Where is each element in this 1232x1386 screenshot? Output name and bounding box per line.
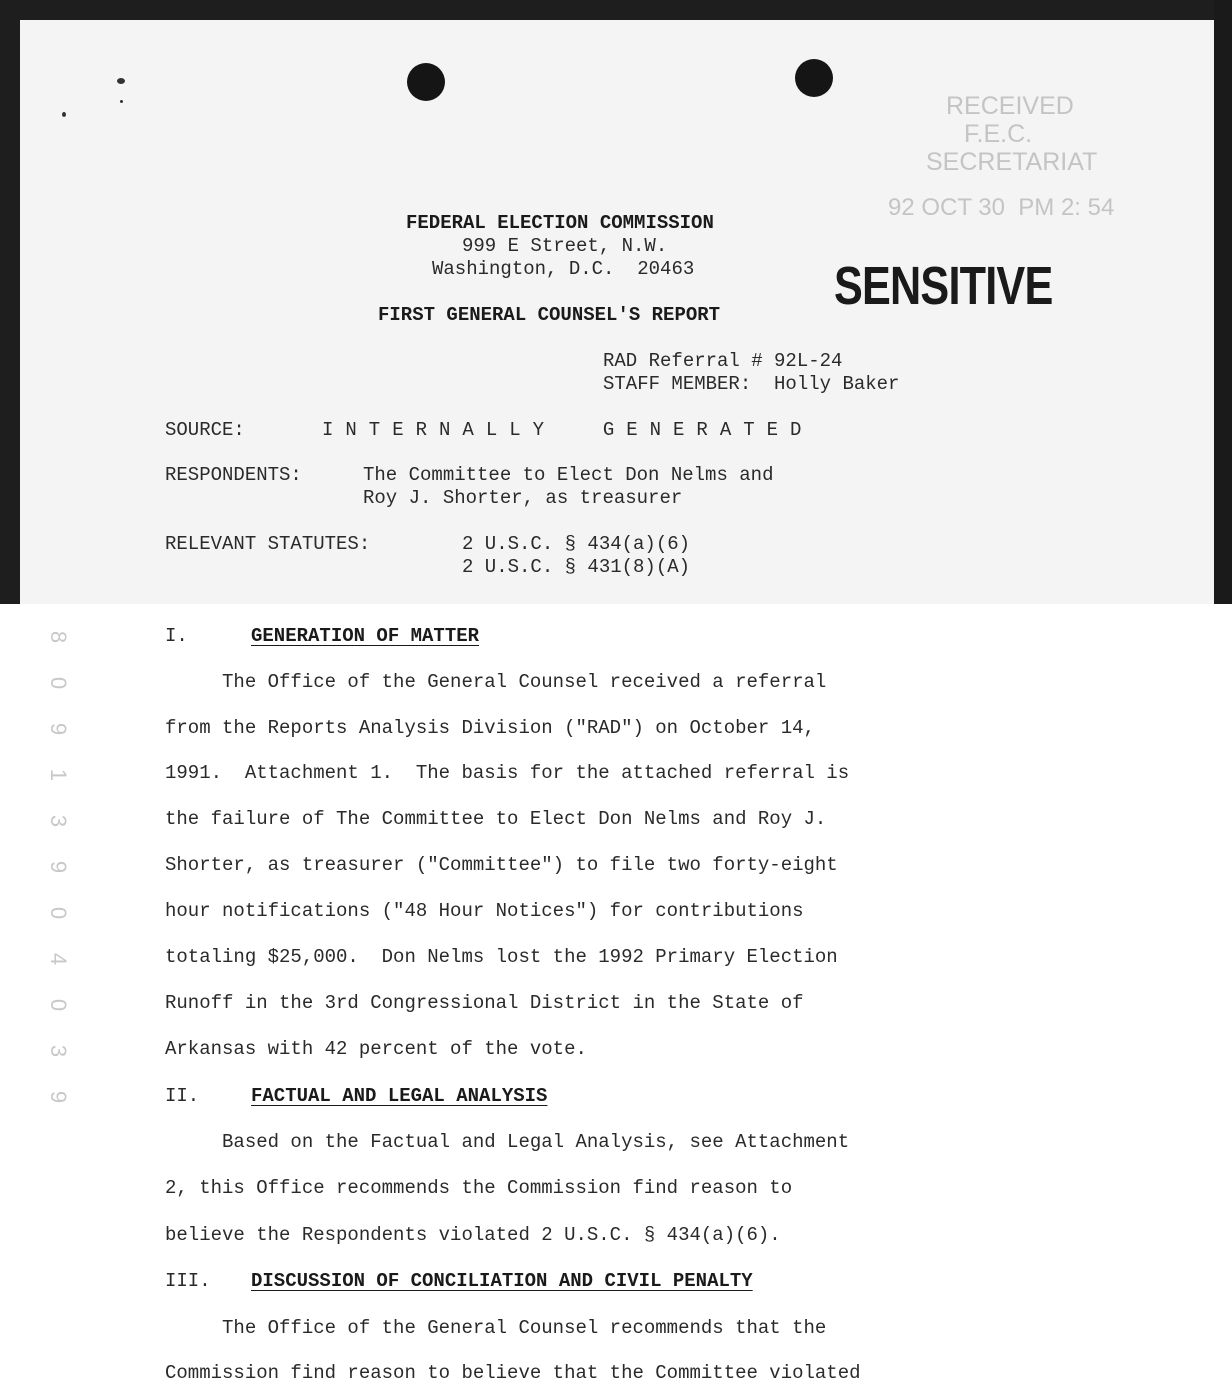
respondents-line1: The Committee to Elect Don Nelms and xyxy=(363,464,774,486)
section-2-heading: FACTUAL AND LEGAL ANALYSIS xyxy=(251,1085,548,1107)
statute-line1: 2 U.S.C. § 434(a)(6) xyxy=(462,533,691,555)
agency-address-line2: Washington, D.C. 20463 xyxy=(432,258,695,280)
statute-line2: 2 U.S.C. § 431(8)(A) xyxy=(462,556,691,578)
received-stamp-line1: RECEIVED xyxy=(946,92,1074,120)
margin-digit: 0 xyxy=(46,906,72,920)
section-1-line: Arkansas with 42 percent of the vote. xyxy=(165,1038,587,1060)
respondents-line2: Roy J. Shorter, as treasurer xyxy=(363,487,683,509)
source-value: INTERNALLY GENERATED xyxy=(322,419,814,441)
section-1-line: from the Reports Analysis Division ("RAD") on October 14, xyxy=(165,717,815,739)
section-3-line: Commission find reason to believe that the Committee violated xyxy=(165,1362,861,1384)
margin-digit: 3 xyxy=(46,814,72,828)
section-1-line: Shorter, as treasurer ("Committee") to file two forty-eight xyxy=(165,854,838,876)
section-2-line: Based on the Factual and Legal Analysis, see Attachment xyxy=(165,1131,850,1153)
section-1-line: the failure of The Committee to Elect Don Nelms and Roy J. xyxy=(165,808,827,830)
section-1-line: 1991. Attachment 1. The basis for the attached referral is xyxy=(165,762,850,784)
section-2-line: believe the Respondents violated 2 U.S.C. § 434(a)(6). xyxy=(165,1224,781,1246)
statutes-label: RELEVANT STATUTES: xyxy=(165,533,371,555)
margin-digit: 0 xyxy=(46,676,72,690)
margin-digit: 4 xyxy=(46,952,72,966)
section-1-line: Runoff in the 3rd Congressional District in the State of xyxy=(165,992,804,1014)
sensitive-stamp: SENSITIVE xyxy=(834,256,1053,316)
rad-referral-number: RAD Referral # 92L-24 xyxy=(603,350,843,372)
scan-speck xyxy=(120,100,123,103)
source-label: SOURCE: xyxy=(165,419,245,441)
scan-speck xyxy=(117,78,125,84)
punch-hole-right xyxy=(795,59,833,97)
agency-name: FEDERAL ELECTION COMMISSION xyxy=(406,212,714,234)
section-1-line: The Office of the General Counsel received a referral xyxy=(165,671,827,693)
section-2-line: 2, this Office recommends the Commission find reason to xyxy=(165,1177,793,1199)
respondents-label: RESPONDENTS: xyxy=(165,464,302,486)
section-2-number: II. xyxy=(165,1085,200,1107)
section-1-line: totaling $25,000. Don Nelms lost the 1992 Primary Election xyxy=(165,946,838,968)
received-stamp-date: 92 OCT 30 PM 2: 54 xyxy=(888,194,1115,221)
margin-digit: 8 xyxy=(46,630,72,644)
punch-hole-left xyxy=(407,63,445,101)
received-stamp-line3: SECRETARIAT xyxy=(926,148,1098,176)
section-1-number: I. xyxy=(165,625,188,647)
margin-digit: 3 xyxy=(46,1044,72,1058)
margin-digit: 9 xyxy=(46,860,72,874)
received-stamp-line2: F.E.C. xyxy=(964,120,1033,148)
section-3-line: The Office of the General Counsel recommends that the xyxy=(165,1317,827,1339)
staff-member: STAFF MEMBER: Holly Baker xyxy=(603,373,900,395)
section-1-line: hour notifications ("48 Hour Notices") for contributions xyxy=(165,900,804,922)
margin-digit: 0 xyxy=(46,998,72,1012)
agency-address-line1: 999 E Street, N.W. xyxy=(462,235,668,257)
margin-digit: 9 xyxy=(46,722,72,736)
section-3-number: III. xyxy=(165,1270,211,1292)
margin-digit: 1 xyxy=(46,768,72,782)
margin-digit: 9 xyxy=(46,1090,72,1104)
section-3-heading: DISCUSSION OF CONCILIATION AND CIVIL PENALTY xyxy=(251,1270,753,1292)
scan-edge xyxy=(1214,0,1232,604)
scan-speck xyxy=(62,112,66,117)
section-1-heading: GENERATION OF MATTER xyxy=(251,625,480,647)
report-title: FIRST GENERAL COUNSEL'S REPORT xyxy=(378,304,721,326)
